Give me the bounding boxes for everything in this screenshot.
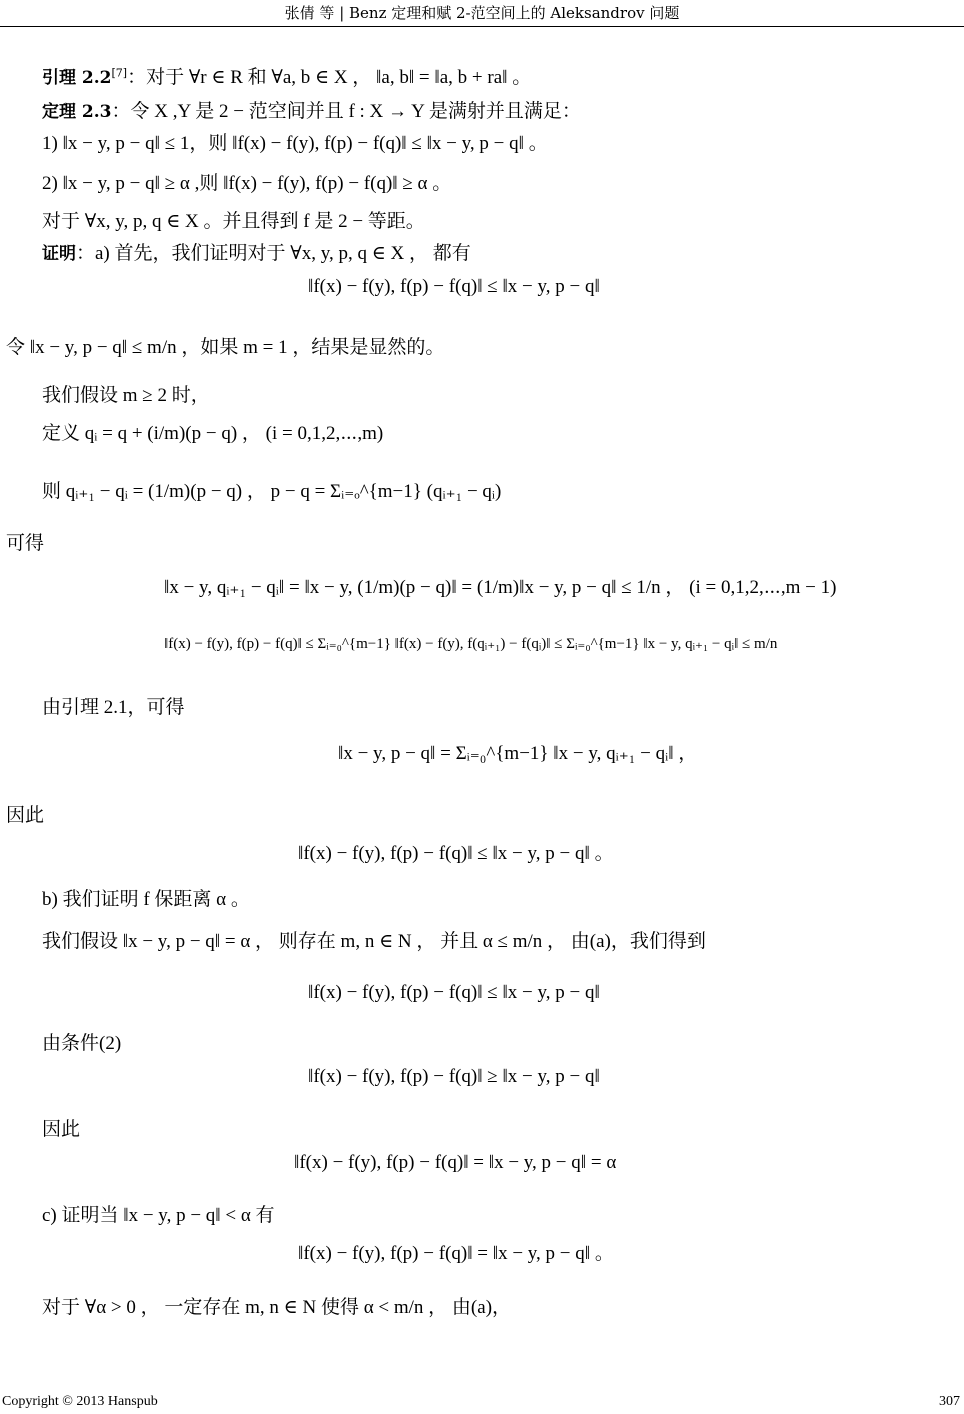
equation-6: ‖f(x) − f(y), f(p) − f(q)‖ ≤ ‖x − y, p − q‖: [308, 982, 600, 1003]
part-c-intro: c) 证明当 ‖x − y, p − q‖ < α 有: [42, 1205, 275, 1226]
theorem-2-3: [42, 96, 581, 123]
theorem-condition-1: 1) ‖x − y, p − q‖ ≤ 1，则 ‖f(x) − f(y), f(p) − f(q)‖ ≤ ‖x − y, p − q‖ 。: [42, 133, 548, 154]
proof-a-intro: ：a) 首先，我们证明对于 ∀x, y, p, q ∈ X ， 都有: [76, 243, 471, 264]
theorem-forall-line: 对于 ∀x, y, p, q ∈ X 。并且得到 f 是 2 − 等距。: [42, 211, 425, 232]
lemma-citation: [7]: [111, 66, 128, 80]
theorem-intro: ：令 X ,Y 是 2 − 范空间并且 f : X → Y 是满射并且满足：: [111, 101, 581, 122]
lemma-label: 引理 2.2: [42, 68, 112, 88]
equation-3: ‖f(x) − f(y), f(p) − f(q)‖ ≤ Σᵢ₌₀^{m−1} ‖f(x) − f(y), f(qᵢ₊₁) − f(qᵢ)‖ ≤ Σᵢ₌₀^{m−1} ‖x − y, qᵢ₊₁ − qᵢ‖ ≤ m/n: [164, 636, 778, 652]
part-b-intro: b) 我们证明 f 保距离 α 。: [42, 889, 250, 910]
page-number: 307: [939, 1394, 960, 1409]
part-b-assumption: 我们假设 ‖x − y, p − q‖ = α ， 则存在 m, n ∈ N ， 并且 α ≤ m/n ， 由(a)，我们得到: [42, 931, 706, 952]
therefore-label-1: 因此: [6, 805, 45, 826]
equation-9: ‖f(x) − f(y), f(p) − f(q)‖ = ‖x − y, p − q‖ 。: [298, 1243, 614, 1264]
let-line: 令 ‖x − y, p − q‖ ≤ m/n ，如果 m = 1 ，结果是显然的。: [6, 337, 445, 358]
then-line: 则 qᵢ₊₁ − qᵢ = (1/m)(p − q) ， p − q = Σᵢ₌ₒ^{m−1} (qᵢ₊₁ − qᵢ): [42, 481, 502, 502]
equation-5: ‖f(x) − f(y), f(p) − f(q)‖ ≤ ‖x − y, p − q‖ 。: [298, 843, 614, 864]
footer-copyright: Copyright © 2013 Hanspub: [2, 1394, 158, 1409]
by-lemma-2-1: 由引理 2.1，可得: [42, 697, 185, 718]
equation-2: ‖x − y, qᵢ₊₁ − qᵢ‖ = ‖x − y, (1/m)(p − q)‖ = (1/m)‖x − y, p − q‖ ≤ 1/n ， (i = 0,1,2,⋯,m − 1): [164, 577, 837, 598]
theorem-label: 定理 2.3: [42, 102, 112, 122]
running-header: 张倩 等 | Benz 定理和赋 2-范空间上的 Aleksandrov 问题: [284, 4, 680, 22]
lemma-2-2: [42, 62, 531, 89]
proof-label: 证明: [42, 244, 76, 264]
define-qi-line: 定义 qᵢ = q + (i/m)(p − q) ， (i = 0,1,2,⋯,m): [42, 423, 384, 444]
equation-4: ‖x − y, p − q‖ = Σᵢ₌₀^{m−1} ‖x − y, qᵢ₊₁ − qᵢ‖ ，: [338, 743, 698, 764]
proof-start: [42, 238, 471, 265]
therefore-label-2: 因此: [42, 1119, 81, 1140]
theorem-condition-2: 2) ‖x − y, p − q‖ ≥ α ,则 ‖f(x) − f(y), f(p) − f(q)‖ ≥ α 。: [42, 173, 452, 194]
equation-1: ‖f(x) − f(y), f(p) − f(q)‖ ≤ ‖x − y, p − q‖: [308, 276, 600, 297]
equation-7: ‖f(x) − f(y), f(p) − f(q)‖ ≥ ‖x − y, p − q‖: [308, 1066, 600, 1087]
header-rule: [0, 26, 964, 27]
can-get-label: 可得: [6, 533, 45, 554]
lemma-text: ：对于 ∀r ∈ R 和 ∀a, b ∈ X ， ‖a, b‖ = ‖a, b + ra‖ 。: [127, 67, 532, 88]
part-c-last-line: 对于 ∀α > 0 ， 一定存在 m, n ∈ N 使得 α < m/n ， 由(a)，: [42, 1297, 512, 1318]
equation-8: ‖f(x) − f(y), f(p) − f(q)‖ = ‖x − y, p − q‖ = α: [294, 1152, 617, 1173]
by-condition-2: 由条件(2): [42, 1033, 122, 1054]
assume-m-line: 我们假设 m ≥ 2 时，: [42, 385, 210, 406]
